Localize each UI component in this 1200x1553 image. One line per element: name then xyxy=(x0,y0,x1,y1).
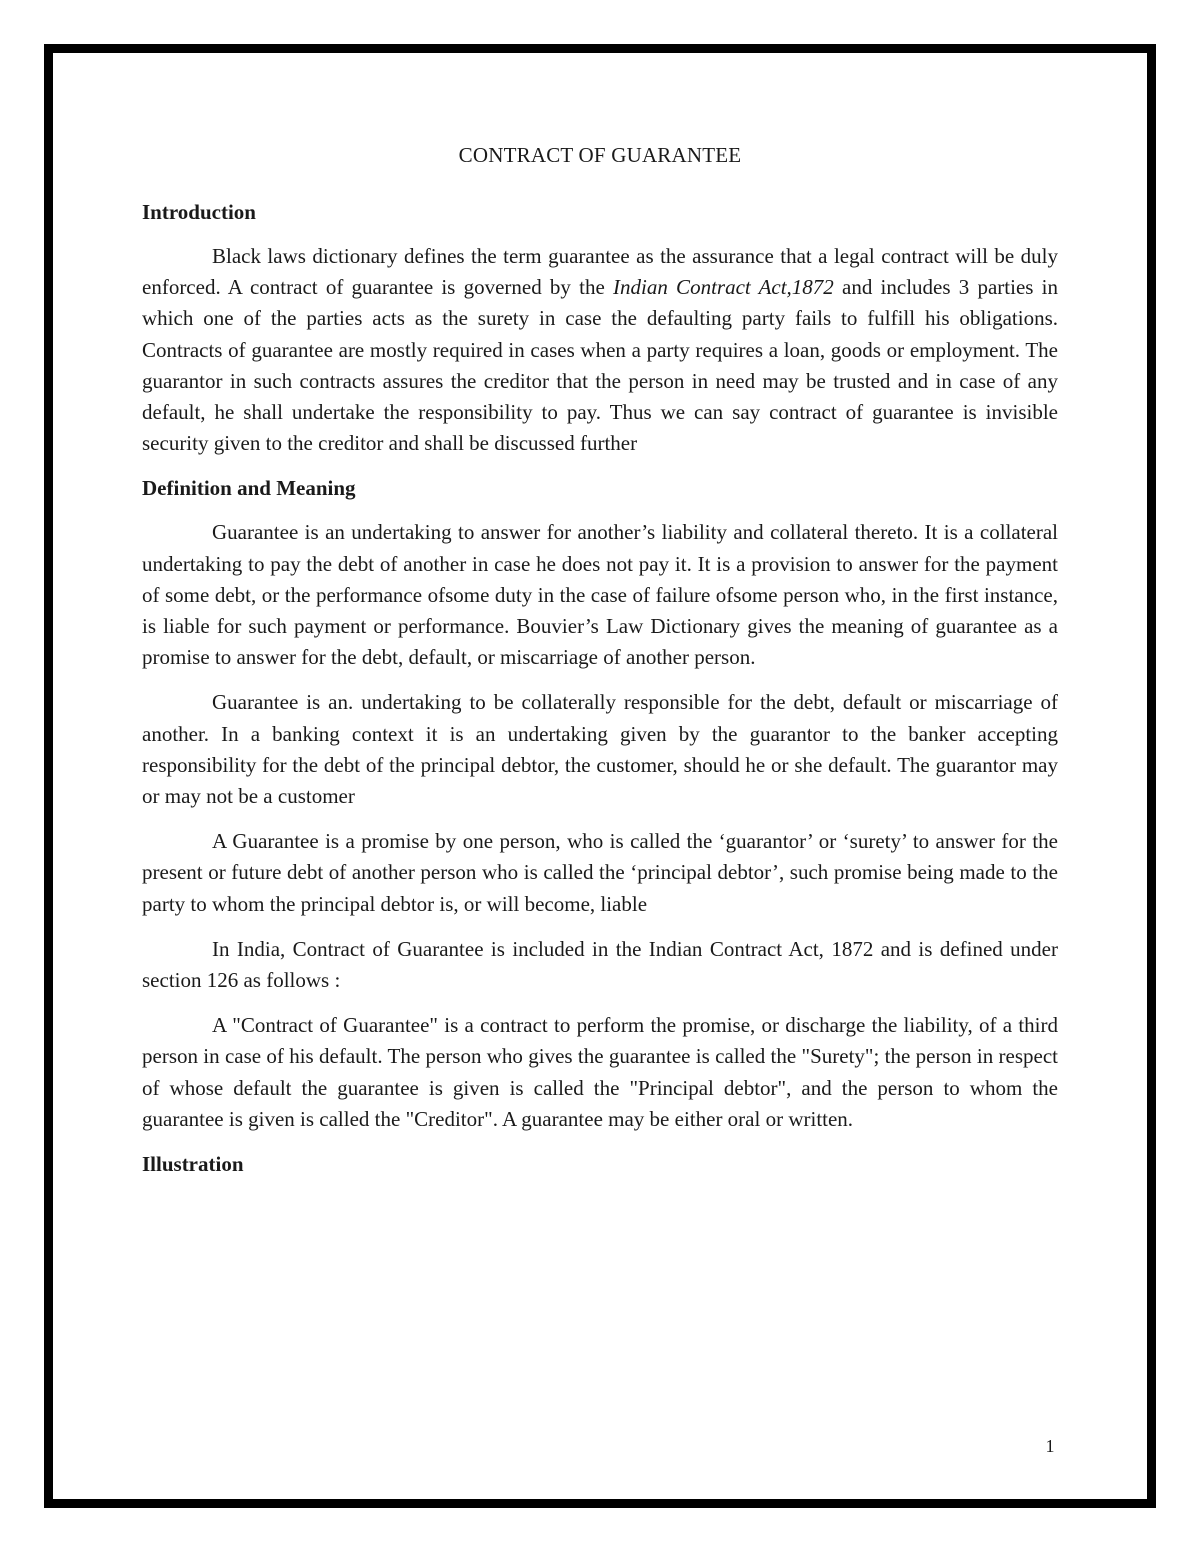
act-name-italic: Indian Contract Act,1872 xyxy=(613,275,834,300)
page-number: 1 xyxy=(1045,1436,1055,1456)
definition-paragraph-3: A Guarantee is a promise by one person, who is called the ‘guarantor’ or ‘surety’ to answer for the present or future debt of another person who is called the ‘principal debtor’, such promise being made to the party to whom the principal debtor is, or will become, liable xyxy=(142,829,1058,916)
definition-paragraph-1: Guarantee is an undertaking to answer for another’s liability and collateral thereto. It is a collateral undertaking to pay the debt of another in case he does not pay it. It is a provision to answer for the payment of some debt, or the performance ofsome duty in the case of failure ofsome person who, in the first instance, is liable for such payment or performance. Bouvier’s Law Dictionary gives the meaning of guarantee as a promise to answer for the debt, default, or miscarriage of another person. xyxy=(142,520,1058,670)
paragraph-text: Black laws dictionary defines the term guarantee as the assurance that a legal contract will be duly enforced. A contract of guarantee is governed by the xyxy=(142,244,1058,300)
document-title: CONTRACT OF GUARANTEE xyxy=(458,143,742,167)
document-body xyxy=(142,140,1058,1193)
section-heading-illustration: Illustration xyxy=(142,1152,244,1177)
definition-paragraph-4: In India, Contract of Guarantee is included in the Indian Contract Act, 1872 and is defined under section 126 as follows : xyxy=(142,936,1058,993)
section-heading-introduction: Introduction xyxy=(142,200,256,224)
definition-paragraph-5: A "Contract of Guarantee" is a contract to perform the promise, or discharge the liability, of a third person in case of his default. The person who gives the guarantee is called the "Surety"; the person in respect of whose default the guarantee is given is called the "Principal debtor", and the person to whom the guarantee is given is called the "Creditor". A guarantee may be either oral or written. xyxy=(142,1013,1058,1131)
introduction-paragraph xyxy=(142,241,1058,459)
paragraph-text: and includes 3 parties in which one of the parties acts as the surety in case the defaulting party fails to fulfill his obligations. Contracts of guarantee are mostly required in cases when a party requires a loan, goods or employment. The guarantor in such contracts assures the creditor that the person in need may be trusted and in case of any default, he shall undertake the responsibility to pay. Thus we can say contract of guarantee is invisible security given to the creditor and shall be discussed further xyxy=(142,275,1058,456)
definition-paragraph-2: Guarantee is an. undertaking to be collaterally responsible for the debt, default or miscarriage of another. In a banking context it is an undertaking given by the guarantor to the banker accepting responsibility for the debt of the principal debtor, the customer, should he or she default. The guarantor may or may not be a customer xyxy=(142,690,1058,809)
section-heading-definition: Definition and Meaning xyxy=(142,476,356,501)
